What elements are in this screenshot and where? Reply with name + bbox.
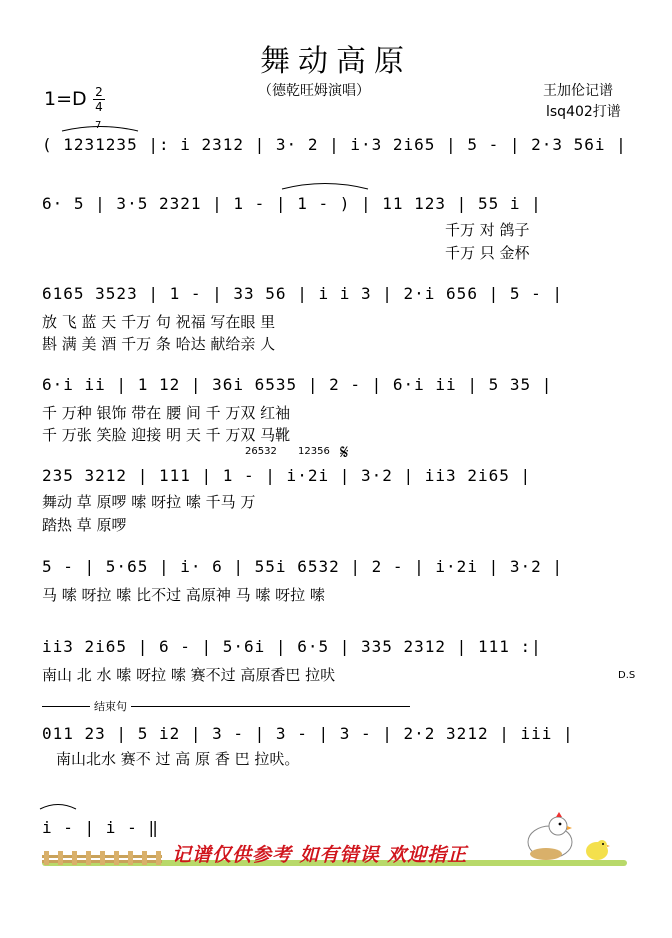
fence-icon: [42, 851, 162, 865]
chick-icon: [582, 836, 612, 862]
song-title: 舞动高原: [260, 44, 412, 79]
score-row-5: 235 3212 | 111 | 1 - | i·2i | 3·2 | ii3 2i65 |: [42, 466, 532, 485]
lyrics-row-4-verse-2: 千 万张 笑脸 迎接 明 天 千 万双 马靴: [42, 426, 291, 444]
segno-mark: 𝄋: [340, 440, 349, 464]
dal-segno-mark: D.S: [618, 670, 636, 681]
lyrics-row-3-verse-1: 放 飞 蓝 天 千万 句 祝福 写在眼 里: [42, 313, 276, 331]
time-top: 2: [95, 85, 103, 99]
score-row-6: 5 - | 5·65 | i· 6 | 55i 6532 | 2 - | i·2i | 3·2 |: [42, 557, 564, 576]
lyrics-row-6: 马 嗦 呀拉 嗦 比不过 高原神 马 嗦 呀拉 嗦: [42, 586, 325, 604]
lyrics-row-4-verse-1: 千 万种 银饰 带在 腰 间 千 万双 红袖: [42, 404, 291, 422]
score-row-3: 6165 3523 | 1 - | 33 56 | i i 3 | 2·i 656 | 5 - |: [42, 284, 564, 303]
lyrics-row-2-verse-1: 千万 对 鸽子: [445, 221, 530, 239]
time-bottom: 4: [95, 100, 103, 114]
performer-subtitle: （德乾旺姆演唱）: [258, 83, 370, 99]
hen-icon: [520, 812, 580, 864]
tuplet-bracket: [60, 124, 140, 132]
score-row-4: 6·i ii | 1 12 | 36i 6535 | 2 - | 6·i ii | 5 35 |: [42, 375, 553, 394]
tie-arc: [280, 180, 370, 190]
footer-banner: 记谱仅供参考 如有错误 欢迎指正: [172, 844, 468, 866]
lyrics-row-5-verse-2: 踏热 草 原啰: [42, 516, 127, 534]
score-row-2: 6· 5 | 3·5 2321 | 1 - | 1 - ) | 11 123 | 55 i |: [42, 194, 542, 213]
score-row-1: ( 1231235 |: i 2312 | 3· 2 | i·3 2i65 | 5 - | 2·3 56i |: [42, 135, 627, 154]
grace-notes-1: 26532: [245, 446, 277, 457]
tie-arc-final: [38, 800, 78, 810]
lyrics-row-5-verse-1: 舞动 草 原啰 嗦 呀拉 嗦 千马 万: [42, 493, 256, 511]
lyrics-row-2-verse-2: 千万 只 金杯: [445, 244, 530, 262]
tuplet-mark: 7: [95, 120, 102, 131]
lyrics-row-3-verse-2: 斟 满 美 酒 千万 条 哈达 献给亲 人: [42, 335, 276, 353]
lyrics-row-8: 南山北水 赛不 过 高 原 香 巴 拉吠。: [56, 750, 300, 768]
score-row-7: ii3 2i65 | 6 - | 5·6i | 6·5 | 335 2312 | 111 :|: [42, 637, 542, 656]
transcriber-credit: 王加伦记谱: [543, 83, 613, 99]
score-row-9: i - | i - ‖: [42, 818, 159, 837]
typesetter-credit: lsq402打谱: [546, 104, 621, 120]
time-signature: [93, 86, 105, 113]
key-signature: 1=D: [44, 88, 87, 110]
lyrics-row-7: 南山 北 水 嗦 呀拉 嗦 赛不过 高原香巴 拉吠: [42, 666, 336, 684]
grace-notes-2: 12356: [298, 446, 330, 457]
ending-label: 结束句: [90, 698, 131, 714]
score-row-8: 011 23 | 5 i2 | 3 - | 3 - | 3 - | 2·2 3212 | iii |: [42, 724, 574, 743]
